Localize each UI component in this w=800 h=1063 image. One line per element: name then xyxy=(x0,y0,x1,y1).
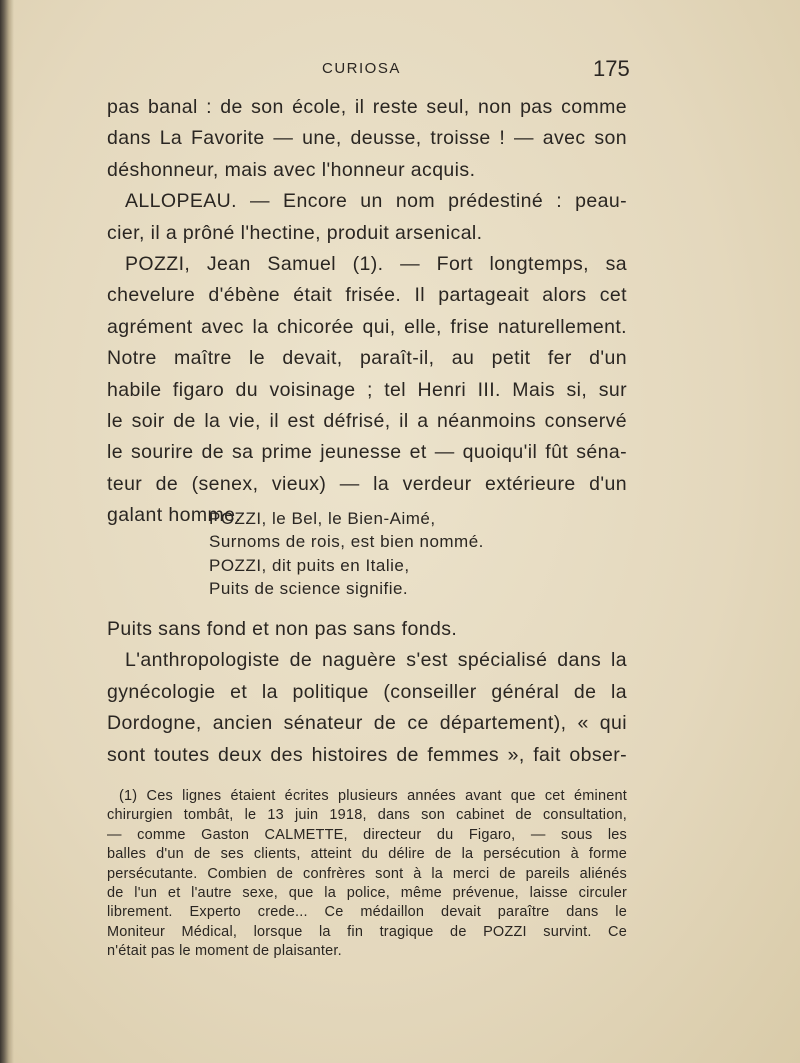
text-line: Puits sans fond et non pas sans fonds. xyxy=(107,618,458,640)
footnote xyxy=(107,787,627,962)
text-line: agrément avec la chicorée qui, elle, frise naturellement. xyxy=(107,315,627,338)
text-line: Dordogne, ancien sénateur de ce département), « qui xyxy=(107,712,627,735)
running-title: CURIOSA xyxy=(322,60,401,77)
footnote-line: chirurgien tombât, le 13 juin 1918, dans son cabinet de consultation, xyxy=(107,807,627,824)
footnote-line: balles d'un de ses clients, atteint du délire de la persécution à forme xyxy=(107,846,627,863)
footnote-line: — comme Gaston CALMETTE, directeur du Figaro, — sous les xyxy=(107,826,627,843)
text-line: galant homme. xyxy=(107,504,242,527)
text-line: Notre maître le devait, paraît-il, au petit fer d'un xyxy=(107,347,627,370)
text-line: pas banal : de son école, il reste seul, non pas comme xyxy=(107,96,627,118)
text-line: cier, il a prôné l'hectine, produit arsenical. xyxy=(107,221,483,244)
verse-block xyxy=(209,507,484,601)
text-line: ALLOPEAU. — Encore un nom prédestiné : peau- xyxy=(125,190,627,213)
page-number: 175 xyxy=(593,56,630,81)
running-head xyxy=(0,56,800,82)
text-line: le sourire de sa prime jeunesse et — quoiqu'il fût séna- xyxy=(107,441,627,464)
text-line: POZZI, Jean Samuel (1). — Fort longtemps, sa xyxy=(125,252,627,275)
text-line: déshonneur, mais avec l'honneur acquis. xyxy=(107,158,476,181)
footnote-line: persécutante. Combien de confrères sont à la merci de pareils aliénés xyxy=(107,865,627,882)
footnote-line: (1) Ces lignes étaient écrites plusieurs années avant que cet éminent xyxy=(119,788,627,804)
verse-line: Surnoms de rois, est bien nommé. xyxy=(209,532,484,552)
page-binding-edge xyxy=(0,0,14,1063)
text-line: dans La Favorite — une, deusse, troisse ! — avec son xyxy=(107,127,627,150)
text-line: le soir de la vie, il est défrisé, il a néanmoins conservé xyxy=(107,409,627,432)
body-text-bottom xyxy=(107,614,627,771)
text-line: gynécologie et la politique (conseiller général de la xyxy=(107,680,627,703)
text-line: chevelure d'ébène était frisée. Il partageait alors cet xyxy=(107,284,627,307)
verse-line: POZZI, le Bel, le Bien-Aimé, xyxy=(209,509,436,528)
text-line: L'anthropologiste de naguère s'est spécialisé dans la xyxy=(125,649,627,672)
verse-line: POZZI, dit puits en Italie, xyxy=(209,555,410,575)
text-line: teur de (senex, vieux) — la verdeur extérieure d'un xyxy=(107,472,627,495)
footnote-line: n'était pas le moment de plaisanter. xyxy=(107,943,342,960)
body-text-top xyxy=(107,92,627,531)
footnote-line: Moniteur Médical, lorsque la fin tragique de POZZI survint. Ce xyxy=(107,923,627,940)
text-line: sont toutes deux des histoires de femmes », fait obser- xyxy=(107,743,627,766)
footnote-line: de l'un et l'autre sexe, que la police, même prévenue, laisse circuler xyxy=(107,884,627,901)
text-line: habile figaro du voisinage ; tel Henri III. Mais si, sur xyxy=(107,378,627,401)
footnote-line: librement. Experto crede... Ce médaillon devait paraître dans le xyxy=(107,904,627,921)
verse-line: Puits de science signifie. xyxy=(209,579,409,599)
